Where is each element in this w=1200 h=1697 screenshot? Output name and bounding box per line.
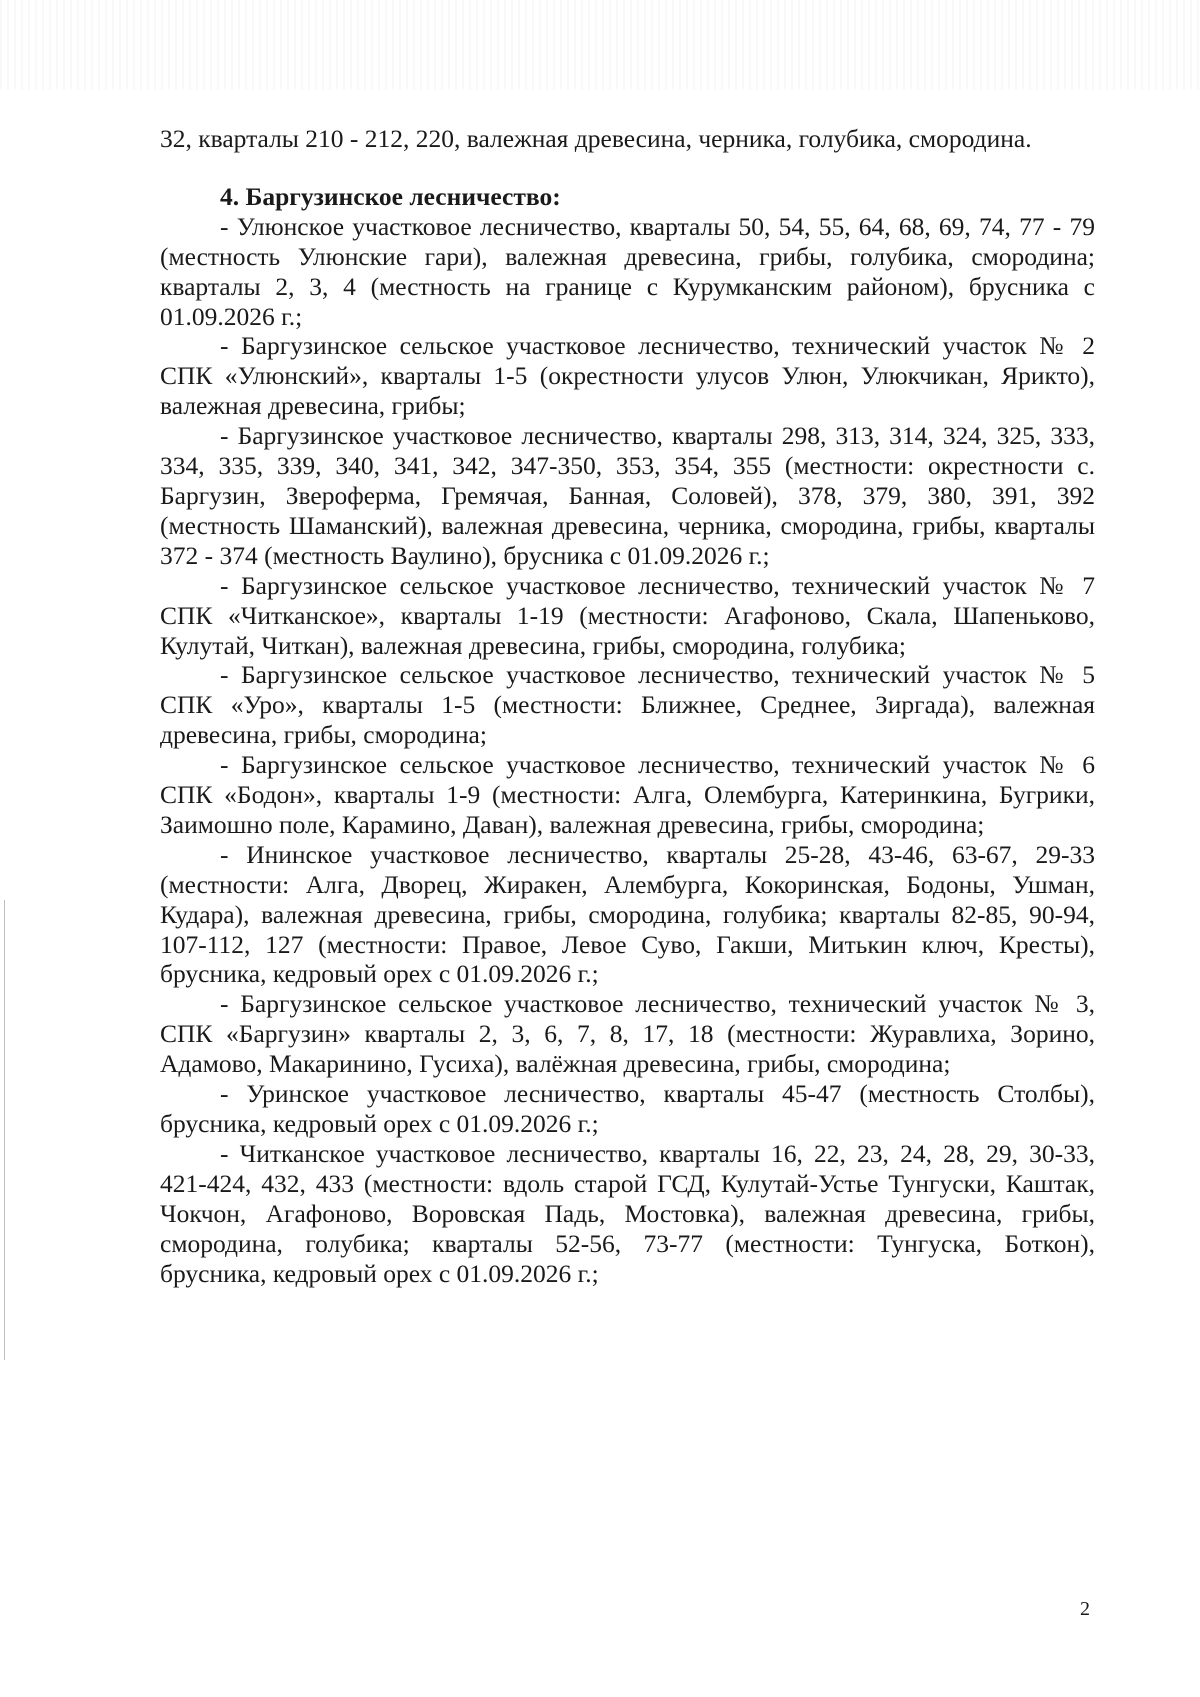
scan-noise	[0, 0, 1200, 90]
continuation-paragraph: 32, кварталы 210 - 212, 220, валежная древесина, черника, голубика, смородина.	[160, 124, 1032, 153]
section-heading: 4. Баргузинское лесничество:	[220, 181, 561, 211]
list-item: - Баргузинское участковое лесничество, кварталы 298, 313, 314, 324, 325, 333, 334, 335, 339, 340, 341, 342, 347-350, 353, 354, 355 (местности: окрестности с. Баргузин, Звероферма, Гремячая, Банная, Соловей), 378, 379, 380, 391, 392 (местность Шаманский), валежная древесина, черника, смородина, грибы, кварталы 372 - 374 (местность Ваулино), брусника с 01.09.2026 г.;	[160, 421, 1095, 570]
list-item: - Ининское участковое лесничество, кварталы 25-28, 43-46, 63-67, 29-33 (местности: Алга, Дворец, Жиракен, Алембурга, Кокоринская, Бодоны, Ушман, Кудара), валежная древесина, грибы, смородина, голубика; кварталы 82-85, 90-94, 107-112, 127 (местности: Правое, Левое Суво, Гакши, Митькин ключ, Кресты), брусника, кедровый орех с 01.09.2026 г.;	[160, 839, 1095, 989]
page-number: 2	[1080, 1598, 1090, 1620]
scan-edge-line	[4, 900, 5, 1360]
list-item: - Читканское участковое лесничество, кварталы 16, 22, 23, 24, 28, 29, 30-33, 421-424, 432, 433 (местности: вдоль старой ГСД, Кулутай-Устье Тунгуски, Каштак, Чокчон, Агафоново, Воровская Падь, Мостовка), валежная древесина, грибы, смородина, голубика; кварталы 52-56, 73-77 (местности: Тунгуска, Боткон), брусника, кедровый орех с 01.09.2026 г.;	[160, 1138, 1095, 1288]
list-item: - Улюнское участковое лесничество, кварталы 50, 54, 55, 64, 68, 69, 74, 77 - 79 (местность Улюнские гари), валежная древесина, грибы, голубика, смородина; кварталы 2, 3, 4 (местность на границе с Курумканским районом), брусника с 01.09.2026 г.;	[160, 211, 1095, 331]
document-body	[160, 124, 1095, 1288]
list-item: - Баргузинское сельское участковое лесничество, технический участок № 5 СПК «Уро», кварталы 1-5 (местности: Ближнее, Среднее, Зиргада), валежная древесина, грибы, смородина;	[160, 660, 1095, 750]
list-item: - Баргузинское сельское участковое лесничество, технический участок № 6 СПК «Бодон», кварталы 1-9 (местности: Алга, Олембурга, Катеринкина, Бугрики, Заимошно поле, Карамино, Даван), валежная древесина, грибы, смородина;	[160, 750, 1095, 839]
list-item: - Баргузинское сельское участковое лесничество, технический участок № 7 СПК «Читканское», кварталы 1-19 (местности: Агафоново, Скала, Шапеньково, Кулутай, Читкан), валежная древесина, грибы, смородина, голубика;	[160, 570, 1095, 660]
list-item: - Баргузинское сельское участковое лесничество, технический участок № 2 СПК «Улюнский», кварталы 1-5 (окрестности улусов Улюн, Улюкчикан, Ярикто), валежная древесина, грибы;	[160, 331, 1095, 421]
list-item: - Уринское участковое лесничество, кварталы 45-47 (местность Столбы), брусника, кедровый орех с 01.09.2026 г.;	[160, 1079, 1095, 1138]
list-item: - Баргузинское сельское участковое лесничество, технический участок № 3, СПК «Баргузин» кварталы 2, 3, 6, 7, 8, 17, 18 (местности: Журавлиха, Зорино, Адамово, Макаринино, Гусиха), валёжная древесина, грибы, смородина;	[160, 989, 1095, 1079]
